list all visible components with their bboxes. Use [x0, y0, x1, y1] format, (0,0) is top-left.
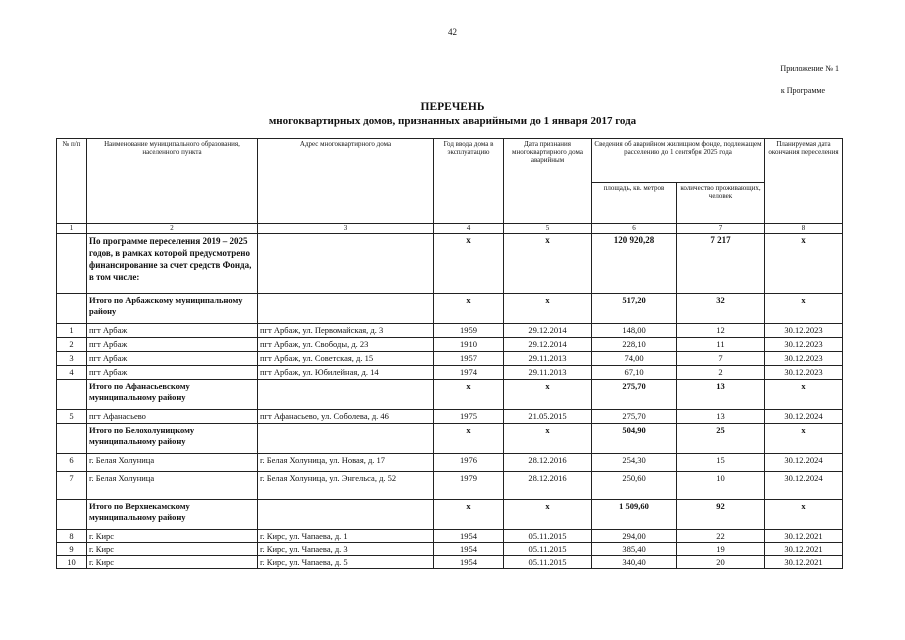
empty-cell [57, 294, 87, 324]
page-number: 42 [448, 27, 457, 37]
row-residents: 12 [677, 324, 765, 338]
houses-table [56, 138, 843, 569]
row-end-date: 30.12.2021 [765, 530, 843, 543]
row-date: 05.11.2015 [504, 556, 592, 569]
row-place: пгт Арбаж [87, 366, 258, 380]
row-area: 254,30 [592, 454, 677, 472]
subtotal-date: x [504, 380, 592, 410]
document-subtitle: многоквартирных домов, признанных аварийными до 1 января 2017 года [268, 115, 637, 127]
row-address: г. Кирс, ул. Чапаева, д. 3 [258, 543, 434, 556]
subtotal-area: 517,20 [592, 294, 677, 324]
row-number: 9 [57, 543, 87, 556]
table-row [57, 324, 843, 338]
subtotal-year: x [434, 294, 504, 324]
header-end-date: Планируемая дата окончания переселения [765, 139, 843, 224]
row-address: г. Белая Холуница, ул. Энгельса, д. 52 [258, 472, 434, 500]
row-residents: 2 [677, 366, 765, 380]
document-title: ПЕРЕЧЕНЬ [420, 101, 485, 113]
table-row [57, 530, 843, 543]
table-row [57, 410, 843, 424]
row-year: 1975 [434, 410, 504, 424]
row-end-date: 30.12.2023 [765, 366, 843, 380]
row-place: пгт Арбаж [87, 324, 258, 338]
subtotal-year: x [434, 424, 504, 454]
row-place: г. Белая Холуница [87, 454, 258, 472]
subtotal-end: x [765, 424, 843, 454]
row-date: 05.11.2015 [504, 543, 592, 556]
subtotal-date: x [504, 294, 592, 324]
empty-cell [57, 380, 87, 410]
row-number: 10 [57, 556, 87, 569]
row-end-date: 30.12.2023 [765, 324, 843, 338]
subtotal-row [57, 380, 843, 410]
row-residents: 15 [677, 454, 765, 472]
row-place: пгт Арбаж [87, 352, 258, 366]
row-date: 29.12.2014 [504, 324, 592, 338]
row-area: 148,00 [592, 324, 677, 338]
row-address: г. Белая Холуница, ул. Новая, д. 17 [258, 454, 434, 472]
row-place: г. Белая Холуница [87, 472, 258, 500]
row-number: 3 [57, 352, 87, 366]
row-place: г. Кирс [87, 530, 258, 543]
appendix-label: Приложение № 1 [780, 64, 839, 73]
row-address: пгт Арбаж, ул. Свободы, д. 23 [258, 338, 434, 352]
header-address: Адрес многоквартирного дома [258, 139, 434, 224]
row-place: г. Кирс [87, 543, 258, 556]
row-year: 1957 [434, 352, 504, 366]
row-residents: 22 [677, 530, 765, 543]
row-end-date: 30.12.2023 [765, 352, 843, 366]
subtotal-row [57, 500, 843, 530]
header-residents: количество проживающих, человек [677, 183, 765, 224]
row-date: 29.12.2014 [504, 338, 592, 352]
row-date: 29.11.2013 [504, 366, 592, 380]
program-total-end: x [765, 234, 843, 294]
row-date: 05.11.2015 [504, 530, 592, 543]
row-area: 294,00 [592, 530, 677, 543]
row-address: пгт Арбаж, ул. Юбилейная, д. 14 [258, 366, 434, 380]
row-area: 67,10 [592, 366, 677, 380]
row-place: г. Кирс [87, 556, 258, 569]
column-number: 5 [504, 224, 592, 234]
empty-cell [258, 500, 434, 530]
subtotal-label: Итого по Верхнекамскому муниципальному району [87, 500, 258, 530]
row-residents: 19 [677, 543, 765, 556]
empty-cell [258, 234, 434, 294]
row-end-date: 30.12.2024 [765, 454, 843, 472]
subtotal-year: x [434, 380, 504, 410]
table-row [57, 543, 843, 556]
subtotal-row [57, 424, 843, 454]
subtotal-area: 1 509,60 [592, 500, 677, 530]
row-year: 1954 [434, 543, 504, 556]
program-total-year: x [434, 234, 504, 294]
row-area: 228,10 [592, 338, 677, 352]
row-residents: 7 [677, 352, 765, 366]
subtotal-date: x [504, 500, 592, 530]
appendix-program-label: к Программе [780, 86, 825, 95]
subtotal-date: x [504, 424, 592, 454]
row-place: пгт Арбаж [87, 338, 258, 352]
table-row [57, 366, 843, 380]
subtotal-row [57, 294, 843, 324]
program-total-label: По программе переселения 2019 – 2025 годов, в рамках которой предусмотрено финансирование за счет средств Фонда, в том числе: [87, 234, 258, 294]
column-number: 7 [677, 224, 765, 234]
subtotal-area: 504,90 [592, 424, 677, 454]
row-area: 250,60 [592, 472, 677, 500]
subtotal-residents: 92 [677, 500, 765, 530]
table-row [57, 454, 843, 472]
row-date: 21.05.2015 [504, 410, 592, 424]
header-municipality: Наименование муниципального образования, населенного пункта [87, 139, 258, 224]
subtotal-label: Итого по Арбажскому муниципальному району [87, 294, 258, 324]
column-number: 1 [57, 224, 87, 234]
subtotal-residents: 32 [677, 294, 765, 324]
row-year: 1979 [434, 472, 504, 500]
empty-cell [258, 424, 434, 454]
subtotal-area: 275,70 [592, 380, 677, 410]
empty-cell [258, 294, 434, 324]
program-total-row [57, 234, 843, 294]
column-number: 2 [87, 224, 258, 234]
row-end-date: 30.12.2024 [765, 472, 843, 500]
row-year: 1954 [434, 530, 504, 543]
empty-cell [258, 380, 434, 410]
table-row [57, 472, 843, 500]
column-number: 3 [258, 224, 434, 234]
row-area: 74,00 [592, 352, 677, 366]
empty-cell [57, 424, 87, 454]
column-numbers-row [57, 224, 843, 234]
row-end-date: 30.12.2021 [765, 556, 843, 569]
subtotal-residents: 25 [677, 424, 765, 454]
column-number: 6 [592, 224, 677, 234]
row-number: 4 [57, 366, 87, 380]
column-number: 8 [765, 224, 843, 234]
row-number: 2 [57, 338, 87, 352]
table-row [57, 338, 843, 352]
subtotal-end: x [765, 380, 843, 410]
row-address: пгт Арбаж, ул. Советская, д. 15 [258, 352, 434, 366]
row-number: 8 [57, 530, 87, 543]
row-number: 6 [57, 454, 87, 472]
row-area: 340,40 [592, 556, 677, 569]
row-residents: 11 [677, 338, 765, 352]
subtotal-end: x [765, 500, 843, 530]
row-end-date: 30.12.2024 [765, 410, 843, 424]
table-row [57, 556, 843, 569]
table-row [57, 352, 843, 366]
row-residents: 13 [677, 410, 765, 424]
header-num: № п/п [57, 139, 87, 224]
row-date: 28.12.2016 [504, 472, 592, 500]
subtotal-residents: 13 [677, 380, 765, 410]
row-year: 1976 [434, 454, 504, 472]
row-address: г. Кирс, ул. Чапаева, д. 5 [258, 556, 434, 569]
row-address: г. Кирс, ул. Чапаева, д. 1 [258, 530, 434, 543]
row-residents: 20 [677, 556, 765, 569]
row-address: пгт Афанасьево, ул. Соболева, д. 46 [258, 410, 434, 424]
row-year: 1959 [434, 324, 504, 338]
row-area: 385,40 [592, 543, 677, 556]
row-year: 1954 [434, 556, 504, 569]
program-total-date: x [504, 234, 592, 294]
subtotal-label: Итого по Афанасьевскому муниципальному району [87, 380, 258, 410]
row-address: пгт Арбаж, ул. Первомайская, д. 3 [258, 324, 434, 338]
row-end-date: 30.12.2021 [765, 543, 843, 556]
subtotal-end: x [765, 294, 843, 324]
subtotal-label: Итого по Белохолуницкому муниципальному району [87, 424, 258, 454]
header-info: Сведения об аварийном жилищном фонде, подлежащем расселению до 1 сентября 2025 года [592, 139, 765, 183]
row-end-date: 30.12.2023 [765, 338, 843, 352]
header-year: Год ввода дома в эксплуатацию [434, 139, 504, 224]
row-number: 5 [57, 410, 87, 424]
row-number: 7 [57, 472, 87, 500]
row-date: 29.11.2013 [504, 352, 592, 366]
row-year: 1910 [434, 338, 504, 352]
program-total-area: 120 920,28 [592, 234, 677, 294]
row-number: 1 [57, 324, 87, 338]
row-area: 275,70 [592, 410, 677, 424]
row-place: пгт Афанасьево [87, 410, 258, 424]
row-date: 28.12.2016 [504, 454, 592, 472]
column-number: 4 [434, 224, 504, 234]
empty-cell [57, 500, 87, 530]
row-residents: 10 [677, 472, 765, 500]
empty-cell [57, 234, 87, 294]
row-year: 1974 [434, 366, 504, 380]
header-area: площадь, кв. метров [592, 183, 677, 224]
program-total-residents: 7 217 [677, 234, 765, 294]
header-date: Дата признания многоквартирного дома аварийным [504, 139, 592, 224]
subtotal-year: x [434, 500, 504, 530]
